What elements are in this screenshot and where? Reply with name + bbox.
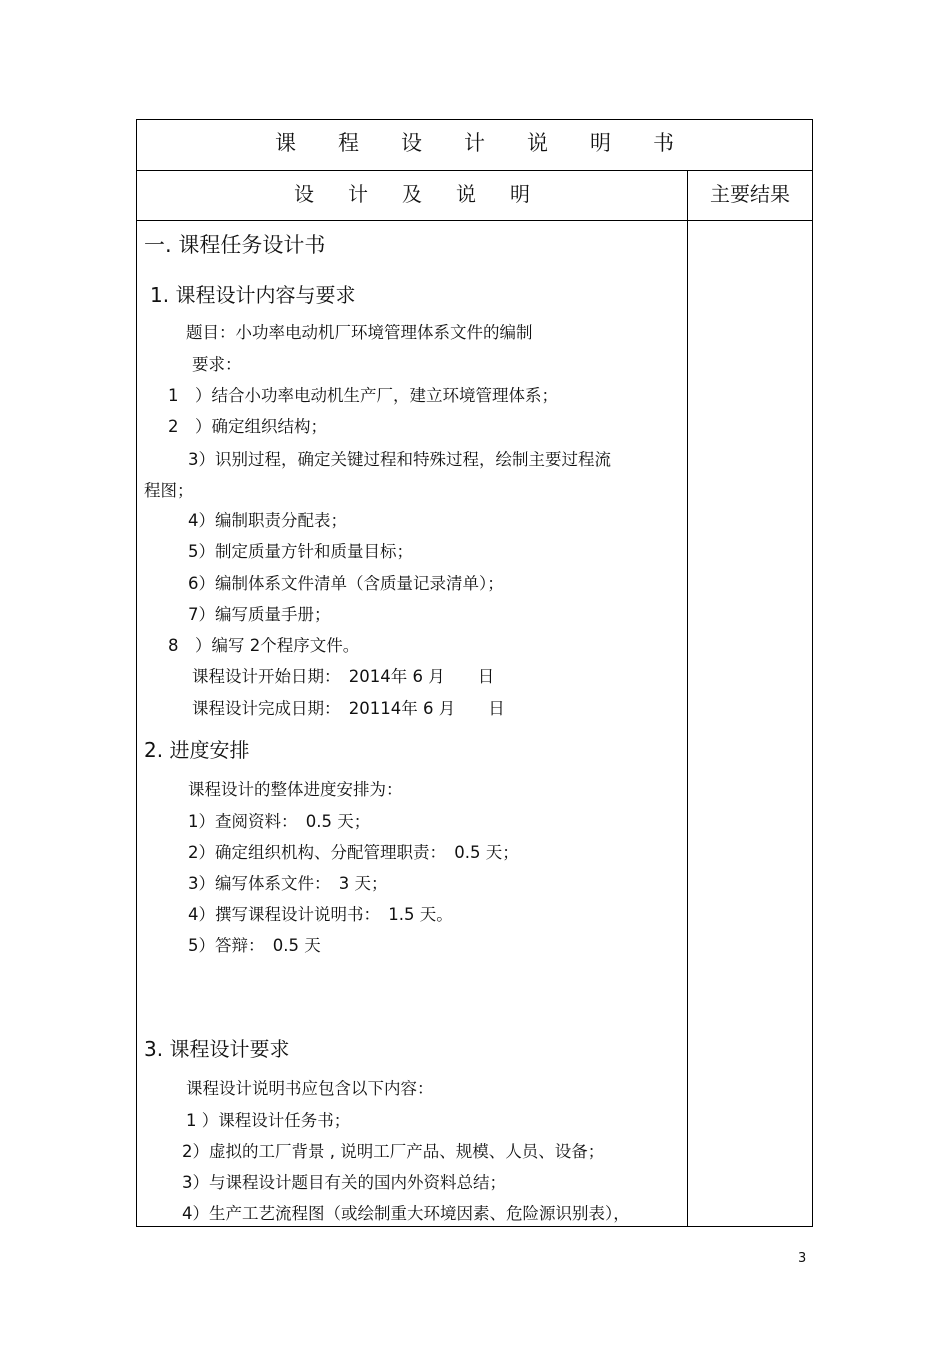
topic-line: 题目：小功率电动机厂环境管理体系文件的编制 xyxy=(186,323,533,342)
list-item: 5）答辩： 0.5 天 xyxy=(188,936,321,955)
section3-intro: 课程设计说明书应包含以下内容： xyxy=(186,1079,434,1098)
column-header-design: 设计及说明 xyxy=(294,182,564,206)
list-item: 1）查阅资料： 0.5 天； xyxy=(188,812,371,831)
list-item: 7）编写质量手册； xyxy=(188,605,331,624)
list-item: 4）编制职责分配表； xyxy=(188,511,347,530)
end-date: 课程设计完成日期： 20114年 6 月 日 xyxy=(192,699,505,718)
list-item: 3）编写体系文件： 3 天； xyxy=(188,874,388,893)
section3-heading: 3. 课程设计要求 xyxy=(144,1037,290,1061)
list-item: 4）生产工艺流程图（或绘制重大环境因素、危险源识别表）， xyxy=(182,1204,630,1223)
list-item: 4）撰写课程设计说明书： 1.5 天。 xyxy=(188,905,453,924)
section2-heading: 2. 进度安排 xyxy=(144,738,250,762)
list-item: 8 ）编写 2个程序文件。 xyxy=(168,636,360,655)
list-item: 3）识别过程，确定关键过程和特殊过程，绘制主要过程流 xyxy=(188,450,611,469)
list-item: 6）编制体系文件清单（含质量记录清单）； xyxy=(188,574,504,593)
column-divider xyxy=(687,171,688,1226)
divider xyxy=(137,220,812,221)
requirements-label: 要求： xyxy=(192,355,242,374)
list-item: 2）确定组织机构、分配管理职责： 0.5 天； xyxy=(188,843,519,862)
list-item: 2）虚拟的工厂背景 , 说明工厂产品、规模、人员、设备； xyxy=(182,1142,605,1161)
list-item: 3）与课程设计题目有关的国内外资料总结； xyxy=(182,1173,506,1192)
section1-heading: 一. 课程任务设计书 xyxy=(144,233,326,257)
document-title: 课程设计说明书 xyxy=(275,131,716,155)
section2-intro: 课程设计的整体进度安排为： xyxy=(188,780,403,799)
start-date: 课程设计开始日期： 2014年 6 月 日 xyxy=(192,667,495,686)
divider xyxy=(137,170,812,171)
section1-subheading: 1. 课程设计内容与要求 xyxy=(150,283,356,307)
list-item: 程图； xyxy=(144,481,194,500)
list-item: 2 ）确定组织结构； xyxy=(168,417,327,436)
list-item: 5）制定质量方针和质量目标； xyxy=(188,542,413,561)
list-item: 1 ）课程设计任务书； xyxy=(186,1111,351,1130)
page-number: 3 xyxy=(798,1251,807,1266)
column-header-results: 主要结果 xyxy=(710,182,790,206)
list-item: 1 ）结合小功率电动机生产厂，建立环境管理体系； xyxy=(168,386,558,405)
